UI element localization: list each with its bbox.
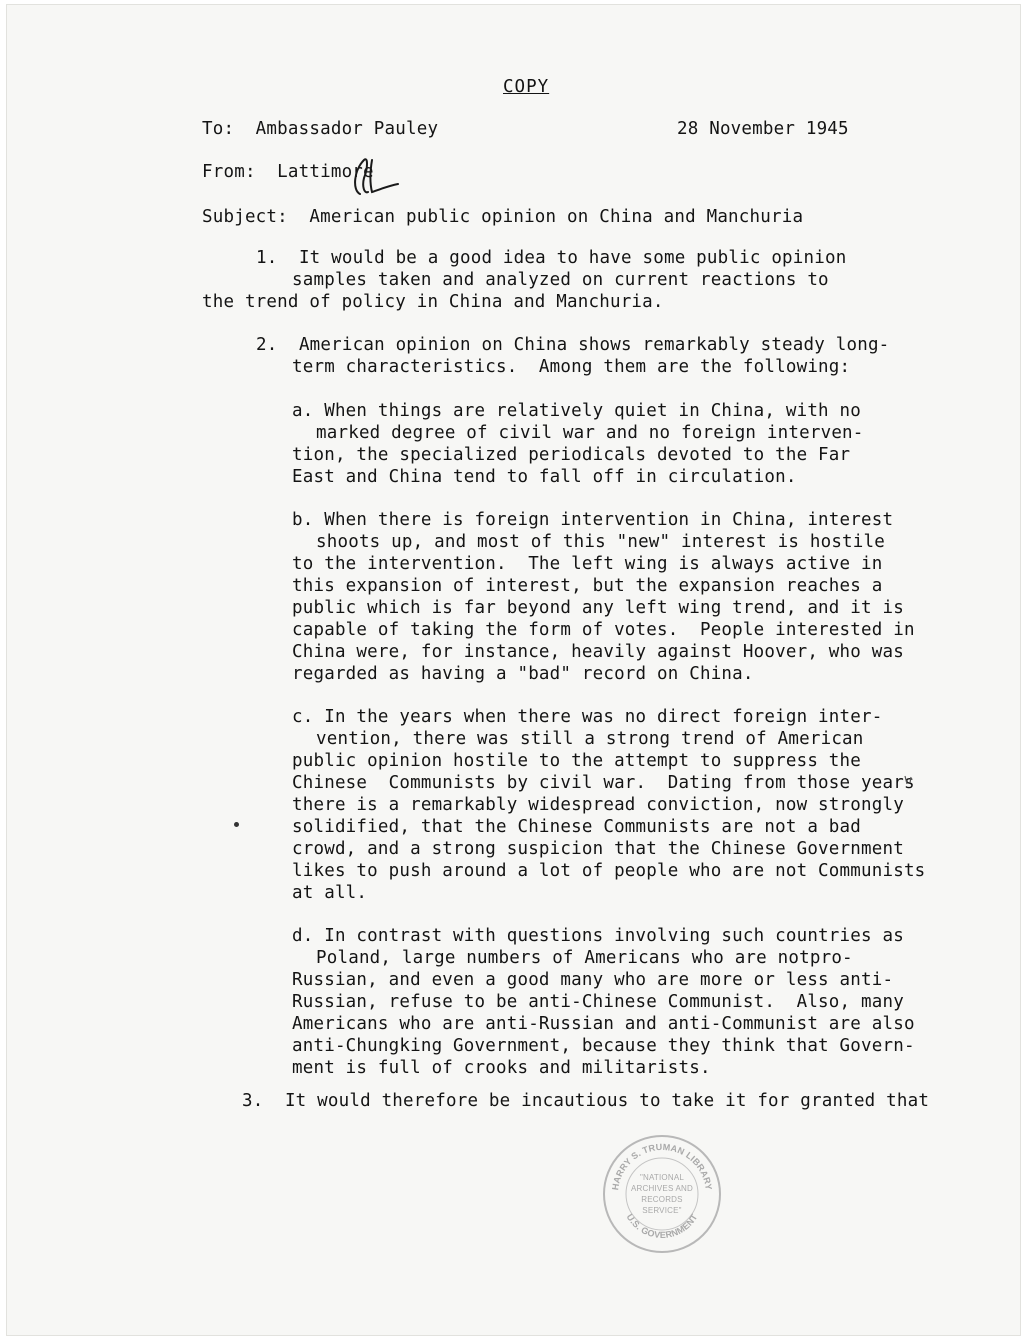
to-line: To: Ambassador Pauley <box>202 119 439 139</box>
point-d-line-4: Russian, refuse to be anti-Chinese Communist. Also, many <box>292 992 904 1012</box>
copy-label: COPY <box>503 77 550 97</box>
stamp-top-text: HARRY S. TRUMAN LIBRARY <box>610 1141 714 1191</box>
point-a-line-2: marked degree of civil war and no foreign interven- <box>316 423 864 443</box>
memo-date: 28 November 1945 <box>677 119 849 139</box>
archive-stamp-seal <box>600 1132 724 1256</box>
paragraph-1-line-2: samples taken and analyzed on current reactions to <box>292 270 829 290</box>
point-d-line-5: Americans who are anti-Russian and anti-Communist are also <box>292 1014 915 1034</box>
paragraph-2-line-2: term characteristics. Among them are the following: <box>292 357 851 377</box>
point-a-line-3: tion, the specialized periodicals devoted to the Far <box>292 445 851 465</box>
point-c-line-8: likes to push around a lot of people who are not Communists <box>292 861 926 881</box>
stamp-middle-text-1: "NATIONAL <box>639 1173 685 1182</box>
point-d-line-6: anti-Chungking Government, because they think that Govern- <box>292 1036 915 1056</box>
point-a-line-4: East and China tend to fall off in circulation. <box>292 467 797 487</box>
point-c-line-1: c. In the years when there was no direct foreign inter- <box>292 707 883 727</box>
point-b-line-6: capable of taking the form of votes. People interested in <box>292 620 915 640</box>
point-b-line-4: this expansion of interest, but the expansion reaches a <box>292 576 883 596</box>
point-c-line-3: public opinion hostile to the attempt to suppress the <box>292 751 862 771</box>
point-b-line-2: shoots up, and most of this "new" interest is hostile <box>316 532 886 552</box>
from-line: From: Lattimore <box>202 162 374 182</box>
stamp-middle-text-3: RECORDS <box>641 1195 683 1204</box>
stamp-middle-text-4: SERVICE" <box>642 1206 682 1215</box>
paragraph-1-line-3: the trend of policy in China and Manchuria. <box>202 292 664 312</box>
point-c-line-4: Chinese Communists by civil war. Dating from those years <box>292 773 915 793</box>
svg-text:U.S. GOVERNMENT <box>625 1212 700 1240</box>
point-a-line-1: a. When things are relatively quiet in China, with no <box>292 401 862 421</box>
point-c-line-5: there is a remarkably widespread conviction, now strongly <box>292 795 904 815</box>
margin-tick-mark <box>902 774 916 788</box>
point-b-line-1: b. When there is foreign intervention in China, interest <box>292 510 894 530</box>
point-d-line-7: ment is full of crooks and militarists. <box>292 1058 711 1078</box>
point-b-line-7: China were, for instance, heavily against Hoover, who was <box>292 642 904 662</box>
point-c-line-7: crowd, and a strong suspicion that the Chinese Government <box>292 839 904 859</box>
point-d-line-1: d. In contrast with questions involving such countries as <box>292 926 904 946</box>
stamp-middle-text-2: ARCHIVES AND <box>631 1184 693 1193</box>
margin-dot-mark <box>234 822 239 827</box>
point-d-line-3: Russian, and even a good many who are more or less anti- <box>292 970 894 990</box>
point-b-line-5: public which is far beyond any left wing trend, and it is <box>292 598 904 618</box>
memo-page <box>6 4 1021 1336</box>
point-b-line-3: to the intervention. The left wing is always active in <box>292 554 883 574</box>
point-c-line-2: vention, there was still a strong trend of American <box>316 729 864 749</box>
paragraph-2-line-1: 2. American opinion on China shows remarkably steady long- <box>256 335 890 355</box>
handwritten-initials-signature <box>342 154 404 200</box>
point-c-line-6: solidified, that the Chinese Communists are not a bad <box>292 817 862 837</box>
paragraph-1-line-1: 1. It would be a good idea to have some public opinion <box>256 248 847 268</box>
point-d-line-2: Poland, large numbers of Americans who are notpro- <box>316 948 853 968</box>
paragraph-3-line-1: 3. It would therefore be incautious to take it for granted that <box>242 1091 930 1111</box>
stamp-bottom-text: U.S. GOVERNMENT <box>624 1212 700 1241</box>
subject-line: Subject: American public opinion on China and Manchuria <box>202 207 804 227</box>
point-c-line-9: at all. <box>292 883 368 903</box>
point-b-line-8: regarded as having a "bad" record on China. <box>292 664 754 684</box>
